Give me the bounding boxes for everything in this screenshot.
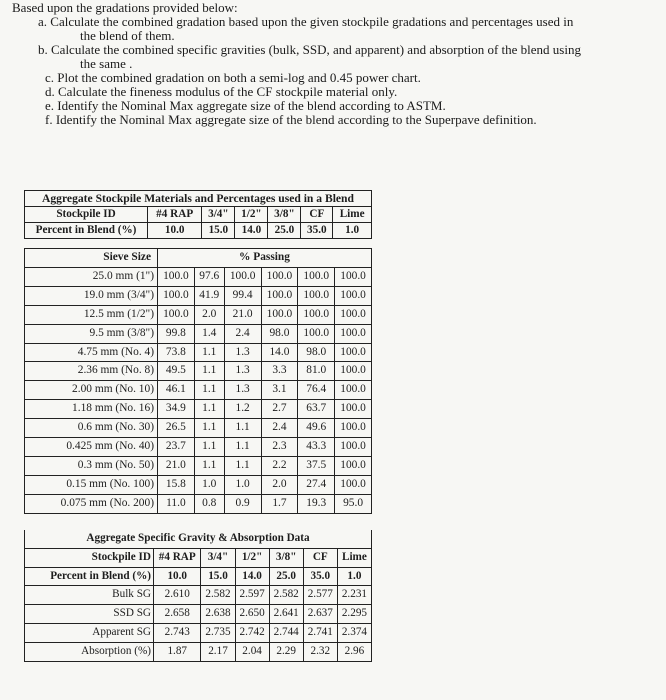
table-row: [25, 381, 372, 400]
percent-passing-cell: 1.2: [224, 400, 261, 419]
question-label: c.: [45, 70, 55, 85]
sg-stockpile-id-label: Stockpile ID: [25, 548, 154, 567]
percent-passing-cell: 100.0: [261, 267, 298, 286]
sg-value-cell: 2.743: [154, 623, 201, 642]
percent-passing-cell: 99.8: [158, 324, 195, 343]
percent-passing-cell: 100.0: [335, 343, 372, 362]
sg-value-cell: 2.658: [154, 605, 201, 624]
sg-percent-in-blend-label: Percent in Blend (%): [25, 567, 154, 586]
percent-passing-cell: 1.0: [194, 475, 224, 494]
stockpile-column-header: 3/4": [202, 207, 235, 223]
percent-passing-cell: 1.1: [224, 438, 261, 457]
stockpile-table-title: Aggregate Stockpile Materials and Percentages used in a Blend: [25, 191, 372, 207]
sieve-size-cell: 1.18 mm (No. 16): [25, 400, 158, 419]
percent-passing-cell: 21.0: [224, 305, 261, 324]
percent-passing-cell: 2.0: [194, 305, 224, 324]
percent-passing-cell: 100.0: [261, 286, 298, 305]
sg-value-cell: 2.638: [201, 605, 235, 624]
question-text-continued: the blend of them.: [80, 28, 175, 43]
percent-passing-cell: 100.0: [335, 267, 372, 286]
percent-passing-cell: 1.3: [224, 381, 261, 400]
percent-passing-cell: 49.5: [158, 362, 195, 381]
stockpile-column-header: Lime: [333, 207, 372, 223]
sg-column-header: CF: [303, 548, 337, 567]
percent-passing-cell: 100.0: [298, 267, 335, 286]
sieve-size-cell: 19.0 mm (3/4"): [25, 286, 158, 305]
percent-passing-cell: 21.0: [158, 456, 195, 475]
table-row: [25, 267, 372, 286]
sieve-size-cell: 0.3 mm (No. 50): [25, 456, 158, 475]
gradation-table: [24, 248, 372, 514]
sg-value-cell: 2.744: [269, 623, 303, 642]
stockpile-column-header: 1/2": [235, 207, 268, 223]
sieve-size-cell: 0.6 mm (No. 30): [25, 419, 158, 438]
sg-percent-cell: 1.0: [337, 567, 371, 586]
sg-percent-cell: 10.0: [154, 567, 201, 586]
question-text: Calculate the combined specific gravities (bulk, SSD, and apparent) and absorption of the blend using: [51, 42, 581, 57]
sg-percent-cell: 25.0: [269, 567, 303, 586]
percent-passing-cell: 3.3: [261, 362, 298, 381]
percent-passing-cell: 100.0: [335, 419, 372, 438]
percent-passing-cell: 95.0: [335, 494, 372, 513]
percent-passing-cell: 100.0: [298, 286, 335, 305]
question-text: Plot the combined gradation on both a semi-log and 0.45 power chart.: [57, 70, 421, 85]
table-row: [25, 400, 372, 419]
percent-passing-cell: 73.8: [158, 343, 195, 362]
percent-passing-cell: 41.9: [194, 286, 224, 305]
percent-passing-cell: 46.1: [158, 381, 195, 400]
percent-passing-cell: 100.0: [335, 438, 372, 457]
sg-value-cell: 2.582: [269, 586, 303, 605]
sg-row-label: Apparent SG: [25, 623, 154, 642]
question-item: [12, 15, 657, 43]
percent-passing-cell: 43.3: [298, 438, 335, 457]
sg-value-cell: 2.374: [337, 623, 371, 642]
percent-passing-cell: 2.0: [261, 475, 298, 494]
percent-passing-cell: 1.1: [194, 362, 224, 381]
sg-row-label: Absorption (%): [25, 642, 154, 661]
percent-passing-cell: 2.4: [261, 419, 298, 438]
sg-value-cell: 2.582: [201, 586, 235, 605]
sg-table-title: Aggregate Specific Gravity & Absorption Data: [25, 530, 372, 548]
table-row: [25, 343, 372, 362]
percent-passing-cell: 100.0: [335, 400, 372, 419]
percent-passing-cell: 1.1: [194, 419, 224, 438]
problem-statement: [12, 1, 657, 127]
sg-column-header: 3/8": [269, 548, 303, 567]
table-row: [25, 605, 372, 624]
question-label: a.: [38, 14, 48, 29]
sieve-size-cell: 0.075 mm (No. 200): [25, 494, 158, 513]
table-row: [25, 475, 372, 494]
question-label: d.: [45, 84, 55, 99]
sieve-size-cell: 0.15 mm (No. 100): [25, 475, 158, 494]
stockpile-percent-cell: 10.0: [148, 223, 202, 239]
table-row: [25, 642, 372, 661]
percent-passing-cell: 98.0: [298, 343, 335, 362]
percent-passing-cell: 27.4: [298, 475, 335, 494]
table-row: [25, 586, 372, 605]
question-item: [12, 71, 657, 85]
percent-passing-cell: 2.2: [261, 456, 298, 475]
sg-value-cell: 2.32: [303, 642, 337, 661]
percent-passing-cell: 0.9: [224, 494, 261, 513]
sg-value-cell: 2.742: [235, 623, 269, 642]
percent-passing-cell: 100.0: [298, 305, 335, 324]
stockpile-id-label: Stockpile ID: [25, 207, 148, 223]
question-item: [12, 85, 657, 99]
sg-value-cell: 2.577: [303, 586, 337, 605]
sg-percent-cell: 15.0: [201, 567, 235, 586]
question-label: b.: [38, 42, 48, 57]
stockpile-percent-cell: 35.0: [301, 223, 333, 239]
percent-passing-cell: 100.0: [158, 305, 195, 324]
stockpile-percent-cell: 14.0: [235, 223, 268, 239]
percent-passing-cell: 1.3: [224, 362, 261, 381]
percent-passing-cell: 100.0: [224, 267, 261, 286]
question-text: Identify the Nominal Max aggregate size of the blend according to the Superpave definition.: [55, 112, 537, 127]
intro-heading: Based upon the gradations provided below:: [12, 0, 238, 15]
percent-passing-cell: 1.1: [224, 419, 261, 438]
sieve-size-cell: 9.5 mm (3/8"): [25, 324, 158, 343]
percent-passing-cell: 97.6: [194, 267, 224, 286]
sg-value-cell: 2.641: [269, 605, 303, 624]
question-label: f.: [45, 112, 53, 127]
percent-passing-cell: 81.0: [298, 362, 335, 381]
sg-value-cell: 2.04: [235, 642, 269, 661]
question-text-continued: the same .: [80, 56, 133, 71]
percent-passing-cell: 99.4: [224, 286, 261, 305]
percent-in-blend-label: Percent in Blend (%): [25, 223, 148, 239]
percent-passing-cell: 1.1: [224, 456, 261, 475]
sieve-size-cell: 12.5 mm (1/2"): [25, 305, 158, 324]
table-row: [25, 305, 372, 324]
percent-passing-cell: 100.0: [158, 267, 195, 286]
stockpile-column-header: 3/8": [268, 207, 301, 223]
percent-passing-cell: 63.7: [298, 400, 335, 419]
percent-passing-cell: 11.0: [158, 494, 195, 513]
sg-value-cell: 2.295: [337, 605, 371, 624]
sg-value-cell: 2.96: [337, 642, 371, 661]
sg-value-cell: 2.735: [201, 623, 235, 642]
percent-passing-cell: 1.3: [224, 343, 261, 362]
sieve-size-header: Sieve Size: [25, 249, 158, 268]
stockpile-percent-cell: 15.0: [202, 223, 235, 239]
percent-passing-cell: 1.1: [194, 400, 224, 419]
sieve-size-cell: 25.0 mm (1"): [25, 267, 158, 286]
percent-passing-cell: 100.0: [335, 456, 372, 475]
percent-passing-cell: 1.1: [194, 438, 224, 457]
sg-column-header: #4 RAP: [154, 548, 201, 567]
sg-row-label: Bulk SG: [25, 586, 154, 605]
sg-column-header: 3/4": [201, 548, 235, 567]
question-text: Calculate the fineness modulus of the CF stockpile material only.: [58, 84, 398, 99]
sg-column-header: 1/2": [235, 548, 269, 567]
question-item: [12, 113, 657, 127]
percent-passing-cell: 100.0: [261, 305, 298, 324]
sg-row-label: SSD SG: [25, 605, 154, 624]
sg-value-cell: 1.87: [154, 642, 201, 661]
percent-passing-cell: 14.0: [261, 343, 298, 362]
percent-passing-cell: 2.7: [261, 400, 298, 419]
percent-passing-cell: 1.1: [194, 381, 224, 400]
percent-passing-cell: 1.7: [261, 494, 298, 513]
sg-value-cell: 2.17: [201, 642, 235, 661]
sg-percent-cell: 14.0: [235, 567, 269, 586]
sieve-size-cell: 2.00 mm (No. 10): [25, 381, 158, 400]
percent-passing-cell: 100.0: [335, 305, 372, 324]
table-row: [25, 419, 372, 438]
stockpile-percent-cell: 25.0: [268, 223, 301, 239]
table-row: [25, 456, 372, 475]
percent-passing-cell: 1.0: [224, 475, 261, 494]
question-item: [12, 43, 657, 71]
table-row: [25, 324, 372, 343]
sg-column-header: Lime: [337, 548, 371, 567]
sg-value-cell: 2.741: [303, 623, 337, 642]
sieve-size-cell: 0.425 mm (No. 40): [25, 438, 158, 457]
specific-gravity-table: [24, 530, 372, 662]
question-label: e.: [45, 98, 55, 113]
percent-passing-header: % Passing: [158, 249, 372, 268]
table-row: [25, 494, 372, 513]
percent-passing-cell: 2.3: [261, 438, 298, 457]
table-row: [25, 438, 372, 457]
percent-passing-cell: 100.0: [298, 324, 335, 343]
table-row: [25, 286, 372, 305]
percent-passing-cell: 34.9: [158, 400, 195, 419]
sg-value-cell: 2.610: [154, 586, 201, 605]
percent-passing-cell: 49.6: [298, 419, 335, 438]
sg-value-cell: 2.637: [303, 605, 337, 624]
table-row: [25, 362, 372, 381]
percent-passing-cell: 100.0: [335, 324, 372, 343]
stockpile-table: [24, 190, 372, 239]
sg-percent-cell: 35.0: [303, 567, 337, 586]
stockpile-percent-cell: 1.0: [333, 223, 372, 239]
sg-value-cell: 2.597: [235, 586, 269, 605]
sg-value-cell: 2.231: [337, 586, 371, 605]
percent-passing-cell: 100.0: [335, 381, 372, 400]
percent-passing-cell: 100.0: [158, 286, 195, 305]
percent-passing-cell: 1.4: [194, 324, 224, 343]
percent-passing-cell: 100.0: [335, 475, 372, 494]
sieve-size-cell: 2.36 mm (No. 8): [25, 362, 158, 381]
percent-passing-cell: 1.1: [194, 456, 224, 475]
stockpile-column-header: CF: [301, 207, 333, 223]
stockpile-column-header: #4 RAP: [148, 207, 202, 223]
table-row: [25, 623, 372, 642]
question-text: Calculate the combined gradation based upon the given stockpile gradations and percentages used in: [50, 14, 574, 29]
percent-passing-cell: 100.0: [335, 286, 372, 305]
percent-passing-cell: 98.0: [261, 324, 298, 343]
sg-value-cell: 2.650: [235, 605, 269, 624]
question-item: [12, 99, 657, 113]
percent-passing-cell: 15.8: [158, 475, 195, 494]
percent-passing-cell: 26.5: [158, 419, 195, 438]
percent-passing-cell: 2.4: [224, 324, 261, 343]
sieve-size-cell: 4.75 mm (No. 4): [25, 343, 158, 362]
percent-passing-cell: 19.3: [298, 494, 335, 513]
sg-value-cell: 2.29: [269, 642, 303, 661]
percent-passing-cell: 100.0: [335, 362, 372, 381]
percent-passing-cell: 23.7: [158, 438, 195, 457]
percent-passing-cell: 3.1: [261, 381, 298, 400]
percent-passing-cell: 76.4: [298, 381, 335, 400]
percent-passing-cell: 0.8: [194, 494, 224, 513]
percent-passing-cell: 1.1: [194, 343, 224, 362]
percent-passing-cell: 37.5: [298, 456, 335, 475]
question-text: Identify the Nominal Max aggregate size of the blend according to ASTM.: [57, 98, 446, 113]
